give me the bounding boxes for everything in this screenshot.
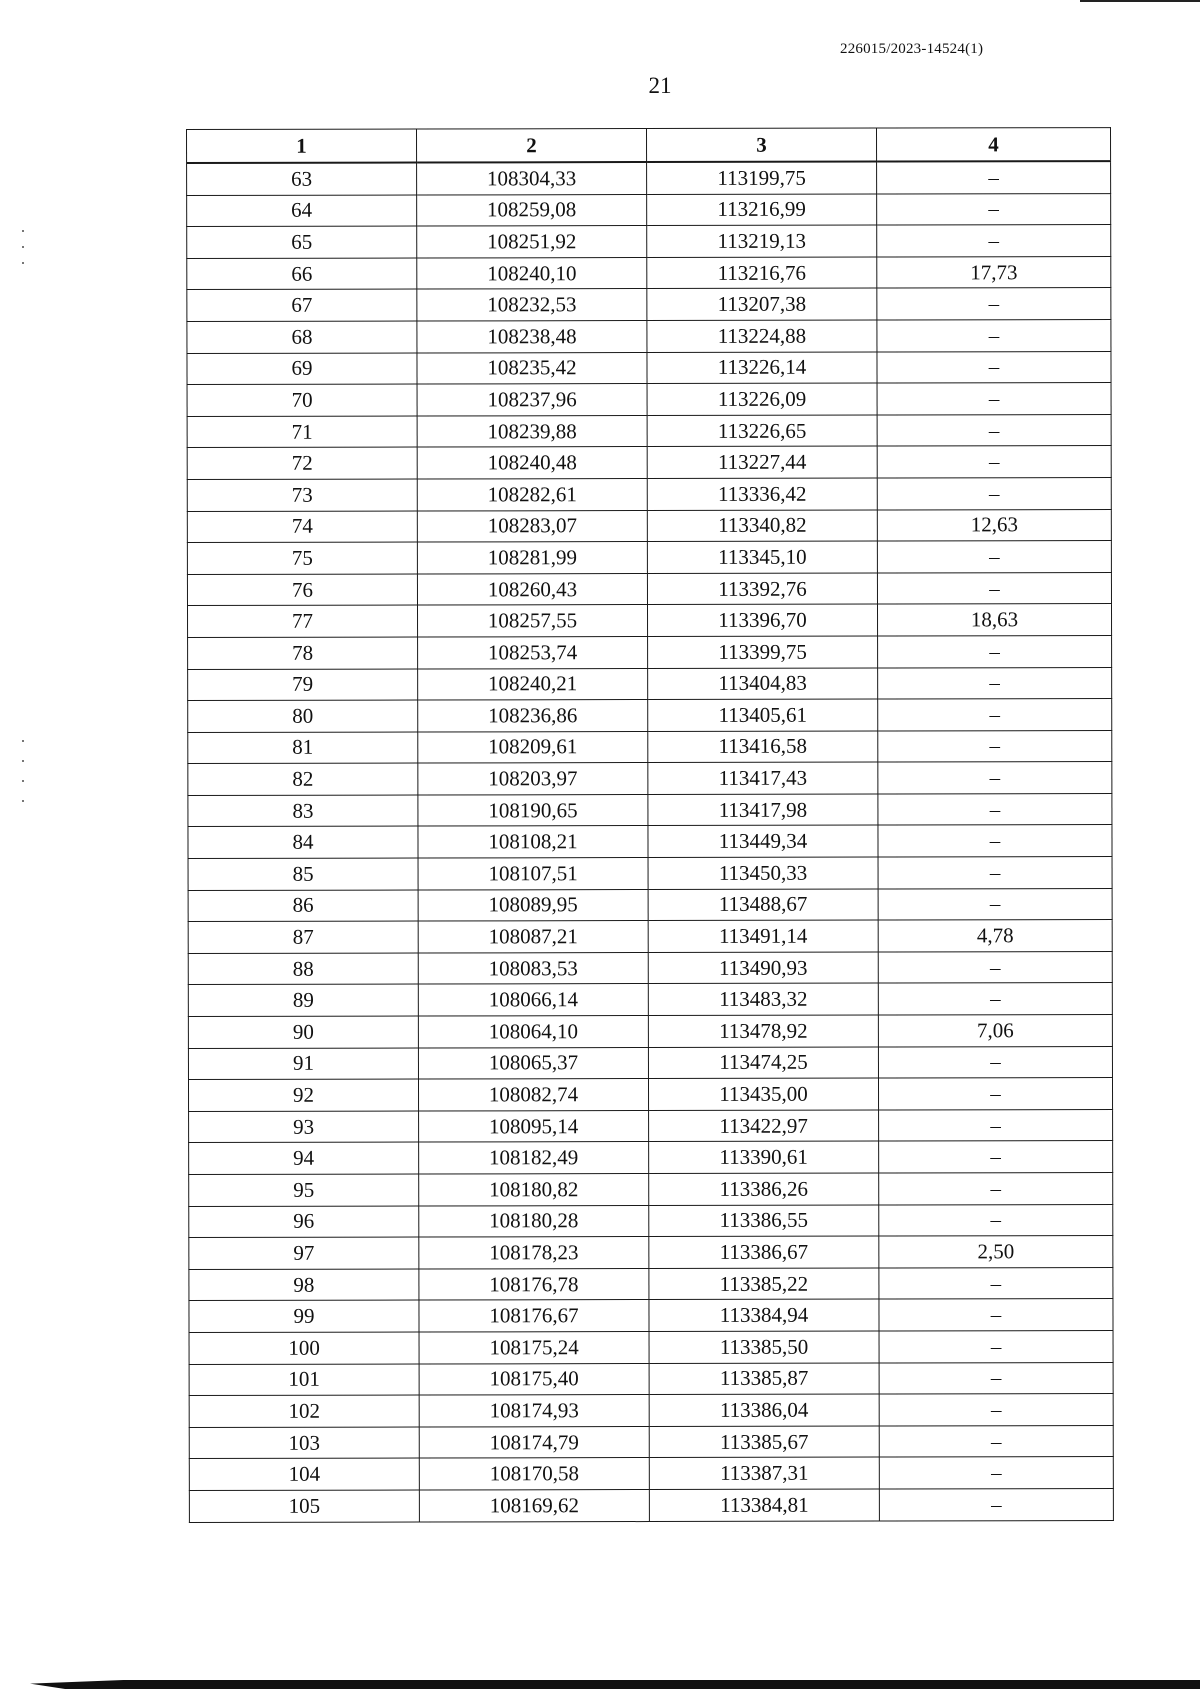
table-cell-col-2: 108283,07 xyxy=(417,510,647,542)
table-cell-col-2: 108180,82 xyxy=(419,1174,649,1206)
table-cell-col-1: 71 xyxy=(187,416,417,448)
table-row xyxy=(188,983,1112,1017)
table-row xyxy=(187,288,1111,322)
table-cell-col-1: 102 xyxy=(189,1395,419,1427)
table-cell-col-4: – xyxy=(877,320,1111,352)
table-cell-col-4: – xyxy=(879,1299,1113,1331)
table-cell-col-2: 108066,14 xyxy=(418,984,648,1016)
table-cell-col-1: 87 xyxy=(188,921,418,953)
table-row xyxy=(187,351,1111,385)
table-cell-col-4: 18,63 xyxy=(877,604,1111,636)
table-cell-col-3: 113449,34 xyxy=(648,826,878,858)
table-row xyxy=(188,699,1112,733)
table-row xyxy=(189,1394,1113,1428)
table-cell-col-4: 12,63 xyxy=(877,509,1111,541)
column-header-4: 4 xyxy=(876,128,1110,162)
table-cell-col-3: 113386,04 xyxy=(649,1394,879,1426)
table-cell-col-2: 108304,33 xyxy=(417,162,647,195)
table-cell-col-3: 113416,58 xyxy=(648,731,878,763)
table-cell-col-3: 113224,88 xyxy=(647,320,877,352)
table-cell-col-1: 96 xyxy=(189,1206,419,1238)
table-cell-col-2: 108108,21 xyxy=(418,826,648,858)
table-cell-col-4: – xyxy=(879,1204,1113,1236)
table-cell-col-2: 108178,23 xyxy=(419,1237,649,1269)
coordinates-table xyxy=(186,127,1114,1522)
table-cell-col-3: 113385,87 xyxy=(649,1363,879,1395)
table-cell-col-4: – xyxy=(878,983,1112,1015)
table-cell-col-4: 17,73 xyxy=(877,256,1111,288)
table-cell-col-2: 108170,58 xyxy=(419,1458,649,1490)
table-cell-col-2: 108064,10 xyxy=(418,1016,648,1048)
table-cell-col-1: 64 xyxy=(187,195,417,227)
table-cell-col-4: – xyxy=(878,951,1112,983)
table-cell-col-3: 113386,26 xyxy=(649,1173,879,1205)
table-cell-col-1: 66 xyxy=(187,258,417,290)
table-row xyxy=(189,1425,1113,1459)
table-cell-col-2: 108236,86 xyxy=(418,700,648,732)
table-cell-col-2: 108281,99 xyxy=(417,542,647,574)
margin-mark xyxy=(22,800,24,802)
table-cell-col-1: 90 xyxy=(188,1016,418,1048)
table-cell-col-3: 113384,94 xyxy=(649,1299,879,1331)
table-cell-col-3: 113396,70 xyxy=(647,604,877,636)
table-row xyxy=(187,256,1111,290)
table-cell-col-2: 108176,78 xyxy=(419,1268,649,1300)
table-cell-col-2: 108259,08 xyxy=(417,194,647,226)
table-row xyxy=(187,193,1111,227)
table-cell-col-4: – xyxy=(879,1457,1113,1489)
table-row xyxy=(187,509,1111,543)
table-cell-col-4: – xyxy=(877,351,1111,383)
table-cell-col-1: 103 xyxy=(189,1427,419,1459)
table-cell-col-2: 108240,48 xyxy=(417,447,647,479)
table-row xyxy=(189,1109,1113,1143)
page-number-wrapper xyxy=(0,73,1200,99)
table-row xyxy=(189,1457,1113,1491)
table-cell-col-4: – xyxy=(877,193,1111,225)
table-cell-col-2: 108209,61 xyxy=(418,731,648,763)
table-row xyxy=(188,951,1112,985)
table-cell-col-4: – xyxy=(877,446,1111,478)
table-cell-col-1: 84 xyxy=(188,826,418,858)
table-cell-col-3: 113226,65 xyxy=(647,415,877,447)
page-number: 21 xyxy=(648,73,672,98)
top-edge-rule xyxy=(1080,0,1200,2)
table-row xyxy=(187,225,1111,259)
table-row xyxy=(187,414,1111,448)
table-row xyxy=(189,1362,1113,1396)
table-cell-col-3: 113392,76 xyxy=(647,573,877,605)
table-row xyxy=(189,1488,1113,1522)
table-cell-col-2: 108240,10 xyxy=(417,257,647,289)
table-cell-col-4: – xyxy=(879,1109,1113,1141)
table-cell-col-4: – xyxy=(878,762,1112,794)
table-cell-col-2: 108175,40 xyxy=(419,1363,649,1395)
table-row xyxy=(189,1141,1113,1175)
table-cell-col-2: 108169,62 xyxy=(419,1489,649,1521)
table-cell-col-2: 108239,88 xyxy=(417,415,647,447)
table-cell-col-1: 65 xyxy=(187,226,417,258)
table-cell-col-4: – xyxy=(878,825,1112,857)
margin-mark xyxy=(22,262,24,264)
table-cell-col-3: 113207,38 xyxy=(647,288,877,320)
table-cell-col-3: 113385,67 xyxy=(649,1426,879,1458)
table-cell-col-3: 113478,92 xyxy=(648,1015,878,1047)
table-cell-col-1: 94 xyxy=(189,1142,419,1174)
table-cell-col-2: 108190,65 xyxy=(418,794,648,826)
table-cell-col-2: 108095,14 xyxy=(419,1110,649,1142)
table-row xyxy=(189,1173,1113,1207)
table-row xyxy=(188,1078,1112,1112)
table-cell-col-1: 67 xyxy=(187,289,417,321)
table-cell-col-2: 108083,53 xyxy=(418,952,648,984)
table-cell-col-1: 70 xyxy=(187,384,417,416)
table-cell-col-4: – xyxy=(879,1173,1113,1205)
table-cell-col-1: 105 xyxy=(189,1490,419,1522)
document-id: 226015/2023-14524(1) xyxy=(840,41,984,57)
table-cell-col-3: 113450,33 xyxy=(648,857,878,889)
margin-mark xyxy=(22,760,24,762)
table-cell-col-3: 113399,75 xyxy=(648,636,878,668)
table-cell-col-1: 73 xyxy=(187,479,417,511)
table-cell-col-1: 63 xyxy=(187,163,417,196)
table-cell-col-3: 113340,82 xyxy=(647,510,877,542)
table-row xyxy=(188,1015,1112,1049)
table-cell-col-1: 78 xyxy=(188,637,418,669)
table-cell-col-2: 108237,96 xyxy=(417,384,647,416)
table-cell-col-3: 113483,32 xyxy=(648,983,878,1015)
table-cell-col-4: – xyxy=(877,572,1111,604)
table-cell-col-3: 113219,13 xyxy=(647,225,877,257)
table-cell-col-2: 108180,28 xyxy=(419,1205,649,1237)
table-cell-col-4: – xyxy=(879,1331,1113,1363)
table-row xyxy=(189,1236,1113,1270)
table-cell-col-1: 101 xyxy=(189,1364,419,1396)
table-cell-col-2: 108251,92 xyxy=(417,226,647,258)
table-row xyxy=(187,572,1111,606)
table-row xyxy=(188,762,1112,796)
table-cell-col-3: 113417,98 xyxy=(648,794,878,826)
table-cell-col-1: 97 xyxy=(189,1237,419,1269)
table-row xyxy=(188,888,1112,922)
table-cell-col-1: 99 xyxy=(189,1300,419,1332)
table-row xyxy=(187,161,1111,195)
table-cell-col-2: 108282,61 xyxy=(417,478,647,510)
table-cell-col-3: 113199,75 xyxy=(647,162,877,195)
table-cell-col-3: 113488,67 xyxy=(648,889,878,921)
table-cell-col-2: 108175,24 xyxy=(419,1332,649,1364)
table-cell-col-3: 113405,61 xyxy=(648,699,878,731)
table-cell-col-4: – xyxy=(877,478,1111,510)
table-cell-col-1: 92 xyxy=(188,1079,418,1111)
table-row xyxy=(187,604,1111,638)
column-header-2: 2 xyxy=(417,129,647,163)
table-cell-col-1: 77 xyxy=(187,605,417,637)
table-cell-col-4: – xyxy=(878,793,1112,825)
table-cell-col-4: – xyxy=(879,1141,1113,1173)
table-cell-col-3: 113490,93 xyxy=(648,952,878,984)
table-cell-col-1: 81 xyxy=(188,732,418,764)
table-cell-col-4: – xyxy=(878,857,1112,889)
table-cell-col-1: 72 xyxy=(187,447,417,479)
table-row xyxy=(188,920,1112,954)
table-cell-col-2: 108235,42 xyxy=(417,352,647,384)
table-row xyxy=(189,1204,1113,1238)
table-cell-col-3: 113216,76 xyxy=(647,257,877,289)
table-cell-col-3: 113227,44 xyxy=(647,446,877,478)
table-cell-col-4: – xyxy=(877,225,1111,257)
table-cell-col-1: 85 xyxy=(188,858,418,890)
table-row xyxy=(189,1331,1113,1365)
table-cell-col-2: 108238,48 xyxy=(417,321,647,353)
table-cell-col-2: 108240,21 xyxy=(418,668,648,700)
table-cell-col-3: 113336,42 xyxy=(647,478,877,510)
table-cell-col-4: – xyxy=(877,383,1111,415)
table-cell-col-3: 113404,83 xyxy=(648,668,878,700)
table-cell-col-1: 76 xyxy=(187,574,417,606)
table-row xyxy=(188,730,1112,764)
table-cell-col-1: 93 xyxy=(189,1111,419,1143)
table-cell-col-4: – xyxy=(879,1394,1113,1426)
table-cell-col-4: – xyxy=(879,1425,1113,1457)
table-cell-col-4: 4,78 xyxy=(878,920,1112,952)
table-cell-col-4: – xyxy=(878,1046,1112,1078)
table-cell-col-2: 108089,95 xyxy=(418,889,648,921)
table-cell-col-4: – xyxy=(877,288,1111,320)
table-cell-col-2: 108174,93 xyxy=(419,1395,649,1427)
table-cell-col-1: 83 xyxy=(188,795,418,827)
table-cell-col-3: 113390,61 xyxy=(649,1141,879,1173)
table-row xyxy=(187,446,1111,480)
table-cell-col-4: – xyxy=(879,1488,1113,1520)
table-cell-col-4: – xyxy=(879,1267,1113,1299)
table-cell-col-1: 82 xyxy=(188,763,418,795)
table-cell-col-4: 7,06 xyxy=(878,1015,1112,1047)
margin-mark xyxy=(22,780,24,782)
table-cell-col-2: 108257,55 xyxy=(417,605,647,637)
table-cell-col-4: – xyxy=(878,635,1112,667)
table-cell-col-4: – xyxy=(879,1362,1113,1394)
table-cell-col-3: 113216,99 xyxy=(647,194,877,226)
table-cell-col-1: 98 xyxy=(189,1269,419,1301)
table-cell-col-4: – xyxy=(878,667,1112,699)
table-cell-col-1: 95 xyxy=(189,1174,419,1206)
column-header-3: 3 xyxy=(647,128,877,162)
table-cell-col-3: 113226,14 xyxy=(647,352,877,384)
table-cell-col-2: 108065,37 xyxy=(418,1047,648,1079)
table-cell-col-1: 91 xyxy=(188,1048,418,1080)
column-header-1: 1 xyxy=(187,129,417,163)
table-cell-col-2: 108176,67 xyxy=(419,1300,649,1332)
margin-mark xyxy=(22,246,24,248)
table-cell-col-2: 108182,49 xyxy=(419,1142,649,1174)
bottom-scan-edge xyxy=(30,1680,1200,1689)
table-cell-col-3: 113417,43 xyxy=(648,762,878,794)
table-cell-col-3: 113345,10 xyxy=(647,541,877,573)
table-cell-col-1: 104 xyxy=(189,1458,419,1490)
table-cell-col-4: – xyxy=(877,414,1111,446)
table-row xyxy=(188,667,1112,701)
table-cell-col-3: 113387,31 xyxy=(649,1457,879,1489)
table-row xyxy=(187,541,1111,575)
table-row xyxy=(187,383,1111,417)
table-cell-col-4: – xyxy=(878,730,1112,762)
table-cell-col-3: 113491,14 xyxy=(648,920,878,952)
table-cell-col-1: 75 xyxy=(187,542,417,574)
table-row xyxy=(188,857,1112,891)
table-cell-col-4: – xyxy=(878,1078,1112,1110)
table-cell-col-4: – xyxy=(878,699,1112,731)
table-row xyxy=(188,825,1112,859)
table-cell-col-3: 113385,50 xyxy=(649,1331,879,1363)
table-cell-col-1: 68 xyxy=(187,321,417,353)
table-row xyxy=(188,1046,1112,1080)
table-cell-col-1: 100 xyxy=(189,1332,419,1364)
margin-mark xyxy=(22,740,24,742)
table-cell-col-2: 108087,21 xyxy=(418,921,648,953)
table-cell-col-2: 108082,74 xyxy=(418,1079,648,1111)
table-cell-col-1: 79 xyxy=(188,669,418,701)
table-cell-col-1: 88 xyxy=(188,953,418,985)
table-cell-col-2: 108253,74 xyxy=(418,636,648,668)
table-cell-col-1: 89 xyxy=(188,984,418,1016)
table-cell-col-1: 69 xyxy=(187,353,417,385)
table-cell-col-2: 108107,51 xyxy=(418,858,648,890)
margin-mark xyxy=(22,230,24,232)
table-cell-col-3: 113474,25 xyxy=(648,1047,878,1079)
table-cell-col-2: 108174,79 xyxy=(419,1426,649,1458)
table-cell-col-4: 2,50 xyxy=(879,1236,1113,1268)
table-cell-col-3: 113435,00 xyxy=(648,1078,878,1110)
table-cell-col-3: 113386,55 xyxy=(649,1205,879,1237)
table-cell-col-2: 108260,43 xyxy=(417,573,647,605)
table-row xyxy=(188,793,1112,827)
table-cell-col-4: – xyxy=(878,888,1112,920)
table-cell-col-2: 108232,53 xyxy=(417,289,647,321)
table-header-row xyxy=(187,128,1111,163)
table-cell-col-1: 80 xyxy=(188,700,418,732)
table-cell-col-3: 113386,67 xyxy=(649,1236,879,1268)
table-cell-col-4: – xyxy=(877,161,1111,194)
table-cell-col-1: 86 xyxy=(188,890,418,922)
table-cell-col-3: 113422,97 xyxy=(649,1110,879,1142)
table-row xyxy=(189,1299,1113,1333)
table-row xyxy=(188,635,1112,669)
table-row xyxy=(187,320,1111,354)
table-cell-col-4: – xyxy=(877,541,1111,573)
table-cell-col-1: 74 xyxy=(187,511,417,543)
table-cell-col-3: 113384,81 xyxy=(649,1489,879,1521)
table-row xyxy=(189,1267,1113,1301)
table-row xyxy=(187,478,1111,512)
table-body xyxy=(187,161,1114,1522)
table-cell-col-2: 108203,97 xyxy=(418,763,648,795)
table-cell-col-3: 113226,09 xyxy=(647,383,877,415)
table-cell-col-3: 113385,22 xyxy=(649,1268,879,1300)
